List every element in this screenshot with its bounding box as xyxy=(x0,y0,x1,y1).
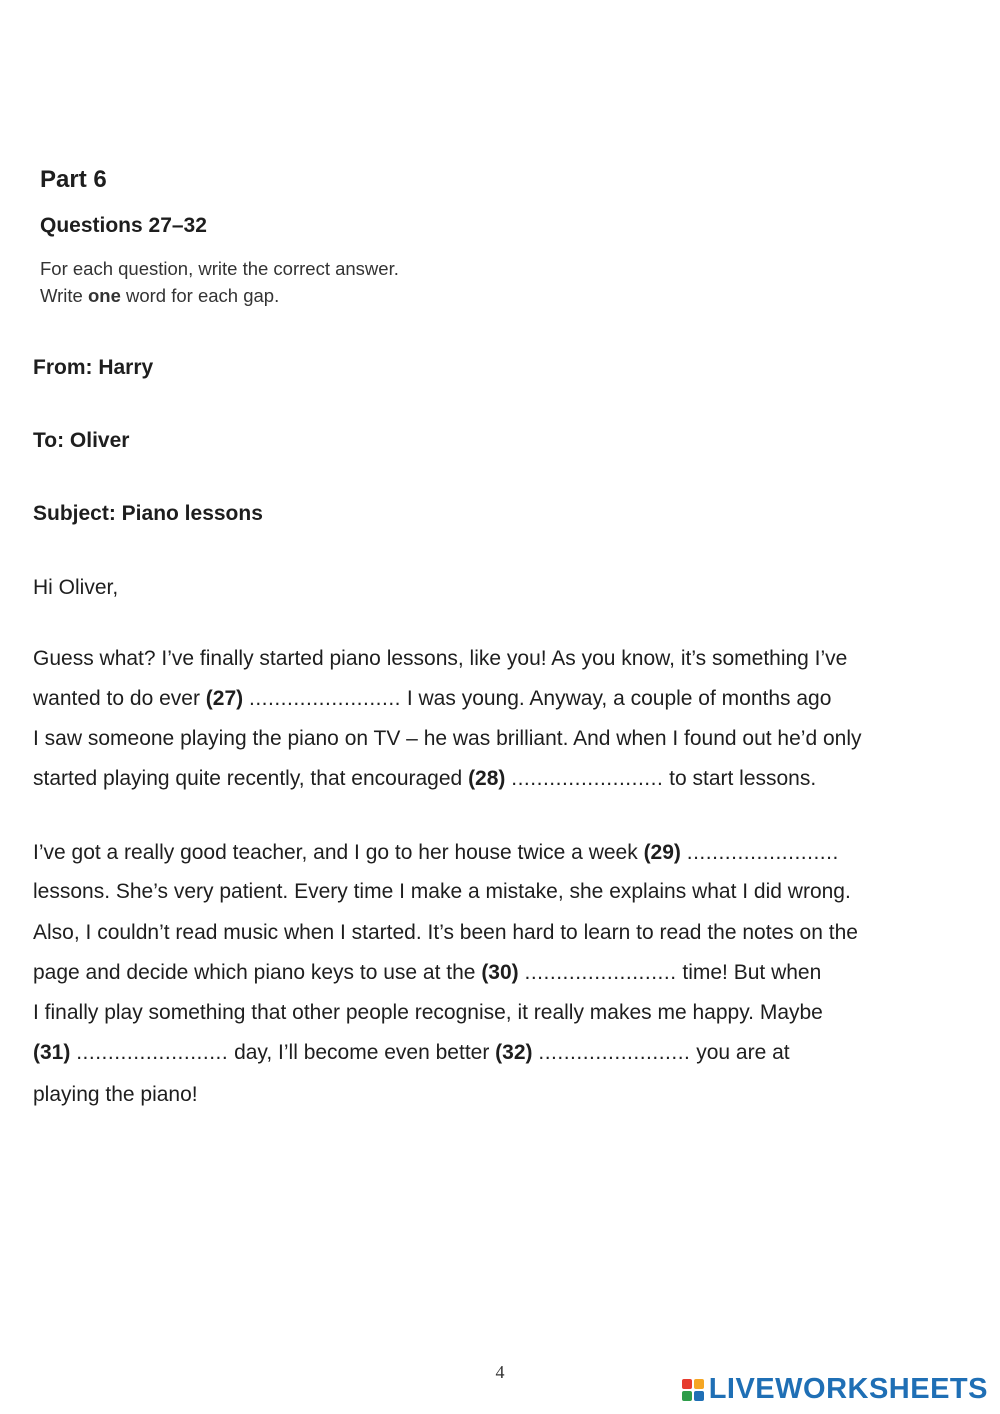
text-line-3: I saw someone playing the piano on TV – he was brilliant. And when I found out he’d only xyxy=(33,727,862,750)
email-from: From: Harry xyxy=(33,356,154,379)
part-title: Part 6 xyxy=(40,166,107,193)
question-number-29: (29) xyxy=(643,841,681,864)
gap-28[interactable]: ........................ xyxy=(511,767,664,790)
questions-range: Questions 27–32 xyxy=(40,214,207,237)
logo-mark-icon xyxy=(682,1379,704,1401)
question-number-31: (31) xyxy=(33,1041,71,1064)
page-number: 4 xyxy=(495,1362,505,1382)
question-number-32: (32) xyxy=(495,1041,533,1064)
instruction-line-1: For each question, write the correct answer. xyxy=(40,258,399,279)
gap-32[interactable]: ........................ xyxy=(538,1041,691,1064)
text-line-1: Guess what? I’ve finally started piano lessons, like you! As you know, it’s something I’ve xyxy=(33,647,848,670)
gap-29[interactable]: ........................ xyxy=(686,841,839,864)
text-line-10: (31) ........................ day, I’ll become even better (32) ........................ you are at xyxy=(33,1041,790,1064)
text-line-11: playing the piano! xyxy=(33,1083,198,1106)
brand-name: LIVEWORKSHEETS xyxy=(708,1373,988,1405)
liveworksheets-logo[interactable] xyxy=(682,1373,988,1406)
instruction-line-2: Write one word for each gap. xyxy=(40,285,280,306)
instruction-emphasis: one xyxy=(87,285,121,306)
text-line-9: I finally play something that other people recognise, it really makes me happy. Maybe xyxy=(33,1001,823,1024)
question-number-30: (30) xyxy=(481,961,519,984)
email-subject: Subject: Piano lessons xyxy=(33,502,263,525)
email-greeting: Hi Oliver, xyxy=(33,576,119,599)
text-line-8: page and decide which piano keys to use at the (30) ........................ time! But when xyxy=(33,961,822,984)
gap-31[interactable]: ........................ xyxy=(76,1041,229,1064)
gap-27[interactable]: ........................ xyxy=(248,687,402,710)
text-line-4: started playing quite recently, that encouraged (28) ........................ to start lessons. xyxy=(33,767,817,790)
email-to: To: Oliver xyxy=(33,429,130,452)
question-number-27: (27) xyxy=(205,687,244,710)
text-line-6: lessons. She’s very patient. Every time I make a mistake, she explains what I did wrong. xyxy=(33,880,851,903)
text-line-2: wanted to do ever (27) ........................ I was young. Anyway, a couple of months ago xyxy=(33,687,832,710)
question-number-28: (28) xyxy=(468,767,506,790)
gap-30[interactable]: ........................ xyxy=(524,961,677,984)
text-line-5: I’ve got a really good teacher, and I go to her house twice a week (29) ........................ xyxy=(33,841,839,864)
text-line-7: Also, I couldn’t read music when I started. It’s been hard to learn to read the notes on the xyxy=(33,921,858,944)
